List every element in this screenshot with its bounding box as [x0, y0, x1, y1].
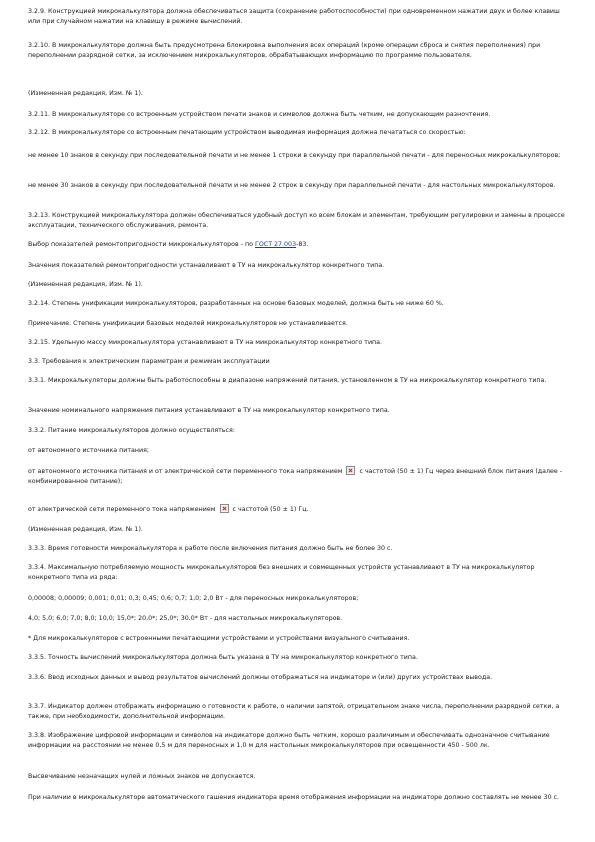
maintainability-selection: [28, 240, 568, 250]
paragraph-3-3-1: 3.3.1. Микрокалькуляторы должны быть работоспособны в диапазоне напряжений питания, установленном в ТУ на микрокалькулятор конкретного типа.: [28, 377, 547, 384]
unification-note: Примечание. Степень унификации базовых моделей микрокалькуляторов не устанавливается.: [28, 320, 348, 327]
power-combined-frequency: с частотой (50 ± 1) Гц через внешний блок питания (далее - комбинированное питание);: [28, 468, 563, 486]
paragraph-3-3-6: 3.3.6. Ввод исходных данных и вывод результатов вычислений должны отображаться на индикаторе и (или) других устройствах вывода.: [28, 674, 493, 681]
paragraph-3-3-2: 3.3.2. Питание микрокалькуляторов должно осуществляться:: [28, 427, 235, 434]
paragraph-3-2-11: 3.2.11. В микрокалькуляторе со встроенным устройством печати знаков и символов должна быть четким, не допускающим разночтения.: [28, 111, 491, 118]
paragraph-3-2-9: 3.2.9. Конструкцией микрокалькулятора должна обеспечиваться защита (сохранение работоспособности) при одновременном нажатии двух и более клавиш или при случайном нажатии на клавишу в режиме вычислений.: [28, 8, 560, 26]
broken-image-icon: [220, 504, 229, 513]
amendment-note: (Измененная редакция, Изм. № 1).: [28, 281, 143, 288]
broken-image-icon: [346, 466, 355, 475]
auto-blanking: При наличии в микрокалькуляторе автоматического гашения индикатора время отображения информации на индикаторе должно составлять не менее 30 с.: [28, 794, 560, 801]
print-speed-portable: не менее 10 знаков в секунду при последовательной печати и не менее 1 строки в секунду при параллельной печати - для переносных микрокалькуляторов;: [28, 152, 561, 159]
paragraph-3-3-7: 3.3.7. Индикатор должен отображать информацию о готовности к работе, о наличии запятой, отрицательном знаке числа, переполнении разрядной сетки, а также, при необходимости, дополнительной информации.: [28, 703, 560, 721]
paragraph-3-3-5: 3.3.5. Точность вычислений микрокалькулятора должна быть указана в ТУ на микрокалькулятор конкретного типа.: [28, 654, 418, 661]
maintainability-year: -83.: [296, 241, 309, 248]
paragraph-3-2-15: 3.2.15. Удельную массу микрокалькулятора устанавливают в ТУ на микрокалькулятор конкретного типа.: [28, 339, 383, 346]
power-series-portable: 0,00008; 0,00009; 0,001; 0,01; 0,3; 0,45; 0,6; 0,7; 1,0; 2,0 Вт - для переносных микрокалькуляторов;: [28, 595, 359, 602]
power-mains-text: от электрической сети переменного тока напряжением: [28, 506, 218, 513]
power-combined-text: от автономного источника питания и от электрической сети переменного тока напряжением: [28, 468, 345, 475]
power-series-desktop: 4,0; 5,0; 6,0; 7,0; 8,0; 10,0; 15,0*; 20,0*; 25,0*; 30,0* Вт - для настольных микрокалькуляторов.: [28, 615, 343, 622]
power-mains-frequency: с частотой (50 ± 1) Гц.: [230, 506, 309, 513]
paragraph-3-2-14: 3.2.14. Степень унификации микрокалькуляторов, разработанных на основе базовых моделей, должна быть не ниже 60 %.: [28, 300, 444, 307]
power-footnote: * Для микрокалькуляторов с встроенными печатающими устройствами и устройствами визуального считывания.: [28, 635, 410, 642]
print-speed-desktop: не менее 30 знаков в секунду при последовательной печати и не менее 2 строк в секунду при параллельной печати - для настольных микрокалькуляторов.: [28, 182, 556, 189]
maintainability-values: Значения показателей ремонтопригодности устанавливают в ТУ на микрокалькулятор конкретного типа.: [28, 262, 385, 269]
no-leading-zeros: Высвечивание незначащих нулей и ложных знаков не допускается.: [28, 773, 256, 780]
paragraph-3-2-13: 3.2.13. Конструкцией микрокалькулятора должен обеспечиваться удобный доступ ко всем блокам и элементам, требующим регулировки и замены в процессе эксплуатации, технического обслуживания, ремонта.: [28, 212, 565, 230]
nominal-voltage: Значение номинального напряжения питания устанавливают в ТУ на микрокалькулятор конкретного типа.: [28, 407, 390, 414]
paragraph-3-3-4: 3.3.4. Максимальную потребляемую мощность микрокалькуляторов без внешних и совмещенных устройств устанавливают в ТУ на микрокалькулятор конкретного типа из ряда:: [28, 564, 535, 582]
power-autonomous: от автономного источника питания;: [28, 447, 149, 454]
section-3-3-heading: 3.3. Требования к электрическим параметрам и режимам эксплуатации: [28, 358, 270, 365]
power-mains: [28, 504, 568, 515]
paragraph-3-2-12: 3.2.12. В микрокалькуляторе со встроенным печатающим устройством выводимая информация должна печататься со скоростью:: [28, 129, 466, 136]
power-combined: [28, 466, 568, 488]
amendment-note: (Измененная редакция, Изм. № 1).: [28, 526, 143, 533]
maintainability-text: Выбор показателей ремонтопригодности микрокалькуляторов - по: [28, 241, 255, 248]
amendment-note: (Измененная редакция, Изм. № 1).: [28, 90, 143, 97]
gost-27-003-link[interactable]: ГОСТ 27.003: [255, 241, 297, 248]
paragraph-3-3-3: 3.3.3. Время готовности микрокалькулятора к работе после включения питания должно быть не более 30 с.: [28, 545, 393, 552]
paragraph-3-2-10: 3.2.10. В микрокалькуляторе должна быть предусмотрена блокировка выполнения всех операций (кроме операции сброса и снятия переполнения) при переполнении разрядной сетки, за исключением микрокалькуляторов, обрабатывающих информацию по программе пользователя.: [28, 42, 541, 60]
paragraph-3-3-8: 3.3.8. Изображение цифровой информации и символов на индикаторе должно быть четким, хорошо различимым и обеспечивать однозначное считывание информации на расстоянии не менее 0,5 м для переносных и 1,0 м для настольных микрокалькуляторов при освещенности 450 - 500 лк.: [28, 732, 550, 750]
